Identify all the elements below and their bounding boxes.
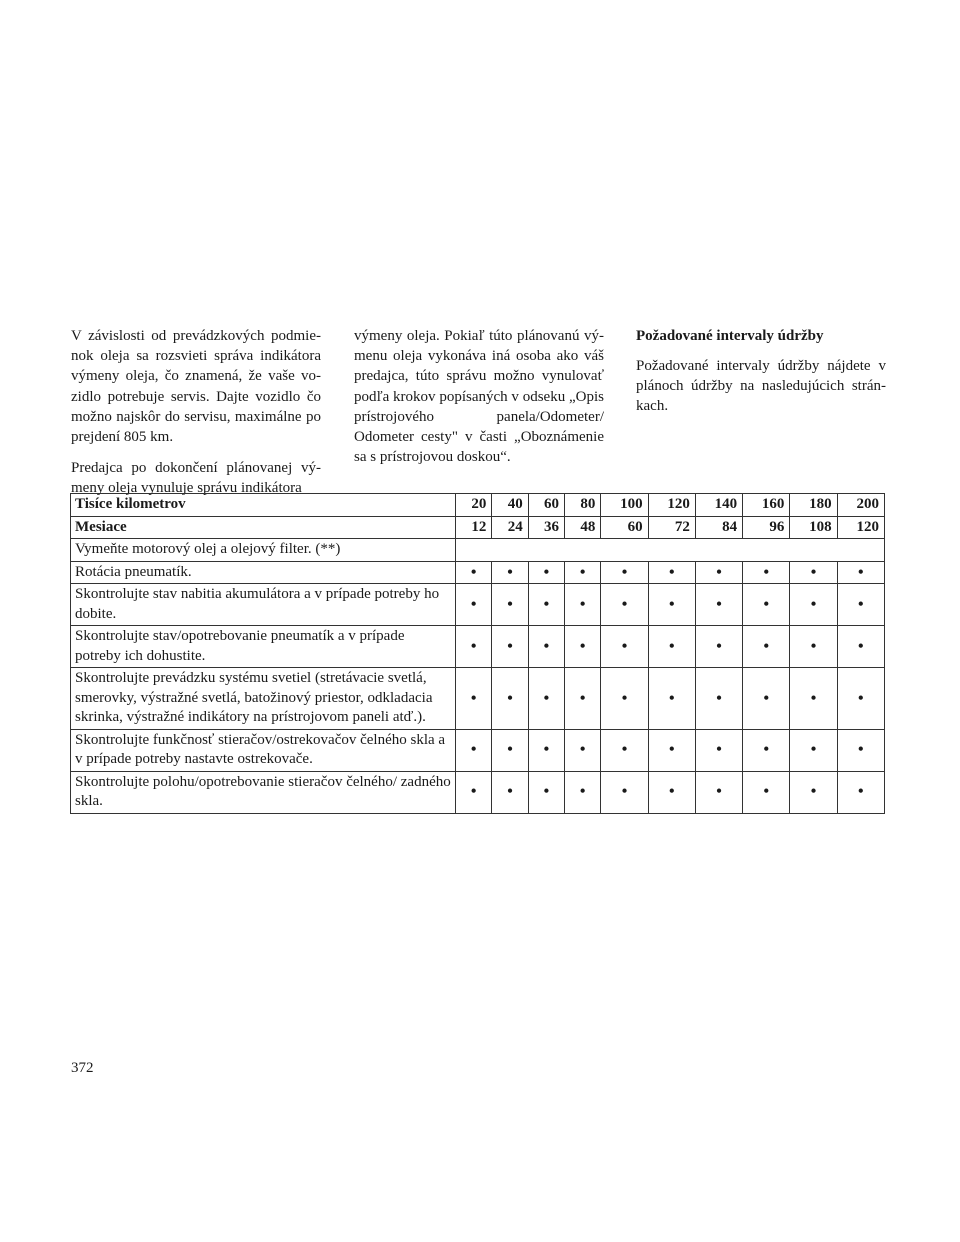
reset-instructions-paragraph: výmeny oleja. Pokiaľ túto plánovanú vý-menu oleja vykonáva iná osoba ako váš predajca, túto správu možno vynulovať podľa krokov popísaných v odseku „Opis prístrojového panela/Odometer/ Odometer cesty" v časti „Oboznámenie sa s prístrojovou doskou“.: [354, 328, 604, 466]
table-row-kilometers: [71, 494, 885, 517]
bullet-cell: •: [528, 561, 564, 584]
table-row: [71, 561, 885, 584]
table-cell: 200: [837, 494, 884, 517]
bullet-cell: •: [492, 729, 528, 771]
table-cell: 12: [456, 516, 492, 539]
bullet-cell: •: [456, 626, 492, 668]
text-column-1: [71, 326, 321, 510]
table-cell: 48: [565, 516, 601, 539]
bullet-cell: •: [528, 729, 564, 771]
empty-cell: [456, 539, 885, 562]
bullet-cell: •: [837, 668, 884, 730]
bullet-cell: •: [648, 584, 695, 626]
table-row: [71, 668, 885, 730]
bullet-cell: •: [743, 626, 790, 668]
bullet-cell: •: [648, 561, 695, 584]
bullet-cell: •: [601, 561, 648, 584]
bullet-cell: •: [565, 584, 601, 626]
table-cell: 72: [648, 516, 695, 539]
table-cell: 60: [601, 516, 648, 539]
bullet-cell: •: [492, 561, 528, 584]
bullet-cell: •: [456, 561, 492, 584]
bullet-cell: •: [528, 668, 564, 730]
bullet-cell: •: [837, 771, 884, 813]
bullet-cell: •: [565, 668, 601, 730]
table-cell: 84: [695, 516, 742, 539]
table-row: [71, 771, 885, 813]
bullet-cell: •: [837, 729, 884, 771]
dealer-reset-paragraph: Predajca po dokončení plánovanej vý-meny oleja vynuluje správu indikátora: [71, 460, 321, 497]
bullet-cell: •: [790, 584, 837, 626]
table-cell: 108: [790, 516, 837, 539]
bullet-cell: •: [456, 771, 492, 813]
row-label: Skontrolujte prevádzku systému svetiel (stretávacie svetlá, smerovky, výstražné svetlá, batožinový priestor, odkladacia skrinka, výstražné indikátory na prístrojovom paneli atď.).: [71, 668, 456, 730]
bullet-cell: •: [601, 771, 648, 813]
bullet-cell: •: [528, 626, 564, 668]
table-cell: 120: [837, 516, 884, 539]
bullet-cell: •: [837, 561, 884, 584]
bullet-cell: •: [790, 561, 837, 584]
row-label: Skontrolujte stav nabitia akumulátora a v prípade potreby ho dobite.: [71, 584, 456, 626]
bullet-cell: •: [492, 584, 528, 626]
bullet-cell: •: [695, 668, 742, 730]
table-cell: 40: [492, 494, 528, 517]
bullet-cell: •: [492, 771, 528, 813]
bullet-cell: •: [790, 668, 837, 730]
bullet-cell: •: [648, 729, 695, 771]
bullet-cell: •: [743, 668, 790, 730]
bullet-cell: •: [565, 561, 601, 584]
table-cell: 180: [790, 494, 837, 517]
bullet-cell: •: [492, 626, 528, 668]
bullet-cell: •: [743, 771, 790, 813]
table-cell: 60: [528, 494, 564, 517]
bullet-cell: •: [601, 668, 648, 730]
table-cell: 120: [648, 494, 695, 517]
row-label: Vymeňte motorový olej a olejový filter. (**): [71, 539, 456, 562]
table-cell: 20: [456, 494, 492, 517]
maintenance-schedule-table: [70, 493, 885, 814]
bullet-cell: •: [565, 729, 601, 771]
bullet-cell: •: [648, 626, 695, 668]
table-cell: 24: [492, 516, 528, 539]
bullet-cell: •: [456, 584, 492, 626]
table-row: [71, 729, 885, 771]
row-label: Tisíce kilometrov: [71, 494, 456, 517]
bullet-cell: •: [695, 771, 742, 813]
page-number: 372: [71, 1060, 94, 1076]
bullet-cell: •: [456, 729, 492, 771]
table-cell: 140: [695, 494, 742, 517]
section-heading: Požadované intervaly údržby: [636, 328, 824, 344]
row-label: Skontrolujte funkčnosť stieračov/ostrekovačov čelného skla a v prípade potreby nastavte ostrekovače.: [71, 729, 456, 771]
text-column-3: [636, 326, 886, 428]
bullet-cell: •: [601, 626, 648, 668]
bullet-cell: •: [648, 668, 695, 730]
bullet-cell: •: [695, 729, 742, 771]
table-row: [71, 626, 885, 668]
bullet-cell: •: [492, 668, 528, 730]
bullet-cell: •: [743, 584, 790, 626]
bullet-cell: •: [565, 771, 601, 813]
text-column-2: [354, 326, 604, 478]
bullet-cell: •: [601, 584, 648, 626]
bullet-cell: •: [743, 561, 790, 584]
row-label: Skontrolujte polohu/opotrebovanie stieračov čelného/ zadného skla.: [71, 771, 456, 813]
table-cell: 36: [528, 516, 564, 539]
table-cell: 80: [565, 494, 601, 517]
row-label: Skontrolujte stav/opotrebovanie pneumatík a v prípade potreby ich dohustite.: [71, 626, 456, 668]
table-row: [71, 584, 885, 626]
bullet-cell: •: [528, 584, 564, 626]
row-label: Rotácia pneumatík.: [71, 561, 456, 584]
bullet-cell: •: [695, 626, 742, 668]
table-row-oil-change: [71, 539, 885, 562]
table-cell: 160: [743, 494, 790, 517]
bullet-cell: •: [695, 561, 742, 584]
table-cell: 96: [743, 516, 790, 539]
bullet-cell: •: [837, 626, 884, 668]
bullet-cell: •: [790, 729, 837, 771]
bullet-cell: •: [743, 729, 790, 771]
bullet-cell: •: [837, 584, 884, 626]
table-row-months: [71, 516, 885, 539]
table-cell: 100: [601, 494, 648, 517]
bullet-cell: •: [601, 729, 648, 771]
bullet-cell: •: [790, 771, 837, 813]
bullet-cell: •: [456, 668, 492, 730]
row-label: Mesiace: [71, 516, 456, 539]
bullet-cell: •: [790, 626, 837, 668]
bullet-cell: •: [528, 771, 564, 813]
intervals-paragraph: Požadované intervaly údržby nájdete v plánoch údržby na nasledujúcich strán-kach.: [636, 358, 886, 415]
bullet-cell: •: [565, 626, 601, 668]
bullet-cell: •: [648, 771, 695, 813]
oil-indicator-paragraph: V závislosti od prevádzkových podmie-nok oleja sa rozsvieti správa indikátora výmeny oleja, čo znamená, že vaše vo-zidlo potrebuje servis. Dajte vozidlo čo možno najskôr do servisu, maximálne po prejdení 805 km.: [71, 328, 321, 446]
bullet-cell: •: [695, 584, 742, 626]
